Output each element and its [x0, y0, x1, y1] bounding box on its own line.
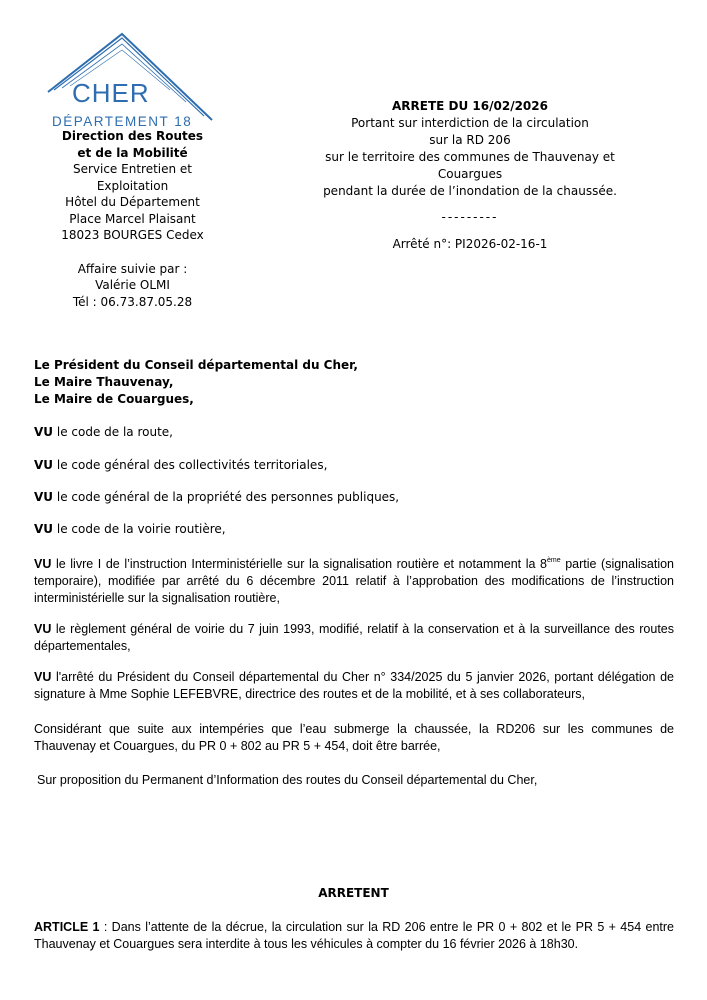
authority-mayor-thauvenay: Le Maire Thauvenay,	[34, 375, 174, 389]
vu-text: l'arrêté du Président du Conseil départemental du Cher n° 334/2025 du 5 janvier 2026, portant délégation de signature à Mme Sophie LEFEBVRE, directrice des routes et de la mobilité, et à ses collaborateurs,	[34, 670, 674, 701]
vu-paragraph-3	[34, 489, 674, 506]
article-1-text: : Dans l’attente de la décrue, la circulation sur la RD 206 entre le PR 0 + 802 et le PR 5 + 454 entre Thauvenay et Couargues sera interdite à tous les véhicules à compter du 16 février 2026 à 18h30.	[34, 920, 674, 951]
vu-paragraph-7	[34, 669, 674, 703]
department-logo	[46, 30, 216, 130]
service-address-3: 18023 BOURGES Cedex	[61, 228, 204, 242]
service-contact-block	[20, 128, 245, 310]
vu-label: VU	[34, 490, 54, 504]
vu-label: VU	[34, 622, 52, 636]
vu-text-continued: partie (signalisation temporaire), modifiée par arrêté du 6 décembre 2011 relatif à l’approbation des modifications de l’instruction interministérielle sur la signalisation routière,	[34, 557, 674, 605]
considerant-paragraph: Considérant que suite aux intempéries que l’eau submerge la chaussée, la RD206 sur les communes de Thauvenay et Couargues, du PR 0 + 802 au PR 5 + 454, doit être barrée,	[34, 722, 674, 753]
service-address-2: Place Marcel Plaisant	[69, 211, 196, 226]
decree-subject-3: sur le territoire des communes de Thauvenay et Couargues	[325, 150, 615, 181]
vu-paragraph-4	[34, 521, 674, 538]
contact-tel: Tél : 06.73.87.05.28	[72, 294, 193, 309]
arretent-heading: ARRETENT	[318, 886, 389, 900]
decree-subject-4: pendant la durée de l’inondation de la chaussée.	[323, 184, 617, 198]
vu-label: VU	[34, 557, 52, 571]
vu-text: le code général de la propriété des personnes publiques,	[56, 490, 400, 504]
service-name: Service Entretien et	[72, 162, 193, 176]
service-direction: Direction des Routes	[61, 129, 204, 143]
vu-paragraph-5	[34, 556, 674, 607]
authority-president: Le Président du Conseil départemental du Cher,	[34, 358, 358, 372]
vu-text: le code général des collectivités territoriales,	[56, 458, 328, 472]
vu-paragraph-1	[34, 424, 674, 441]
article-1-label: ARTICLE 1	[34, 920, 100, 934]
contact-label: Affaire suivie par :	[77, 261, 188, 276]
authorities-block	[34, 357, 358, 408]
service-name-2: Exploitation	[96, 178, 169, 193]
decree-separator: ---------	[441, 210, 499, 224]
logo-subtitle-text: DÉPARTEMENT 18	[52, 114, 193, 129]
contact-name: Valérie OLMI	[95, 278, 170, 292]
logo-brand-text: CHER	[72, 78, 150, 108]
decree-title: ARRETE DU 16/02/2026	[392, 99, 548, 113]
service-direction-2: et de la Mobilité	[77, 145, 188, 160]
vu-text: le règlement général de voirie du 7 juin 1993, modifié, relatif à la conservation et à la surveillance des routes départementales,	[34, 622, 674, 653]
article-1	[34, 919, 674, 953]
vu-paragraph-6	[34, 621, 674, 655]
vu-label: VU	[34, 522, 54, 536]
vu-text: le livre I de l’instruction Interministérielle sur la signalisation routière et notamment la 8	[55, 557, 547, 571]
proposition-paragraph: Sur proposition du Permanent d’Information des routes du Conseil départemental du Cher,	[37, 773, 538, 787]
decree-subject-2: sur la RD 206	[429, 133, 511, 147]
vu-text: le code de la route,	[56, 425, 173, 439]
vu-label: VU	[34, 425, 54, 439]
service-address-1: Hôtel du Département	[65, 195, 200, 209]
vu-superscript: ème	[546, 557, 561, 564]
decree-subject-1: Portant sur interdiction de la circulation	[351, 116, 589, 130]
decree-number: Arrêté n°: PI2026-02-16-1	[392, 237, 548, 251]
authority-mayor-couargues: Le Maire de Couargues,	[34, 392, 194, 406]
vu-paragraph-2	[34, 457, 674, 474]
logo-roof-icon	[46, 30, 216, 130]
vu-text: le code de la voirie routière,	[56, 522, 226, 536]
vu-label: VU	[34, 458, 54, 472]
vu-label: VU	[34, 670, 52, 684]
decree-header	[300, 98, 640, 253]
